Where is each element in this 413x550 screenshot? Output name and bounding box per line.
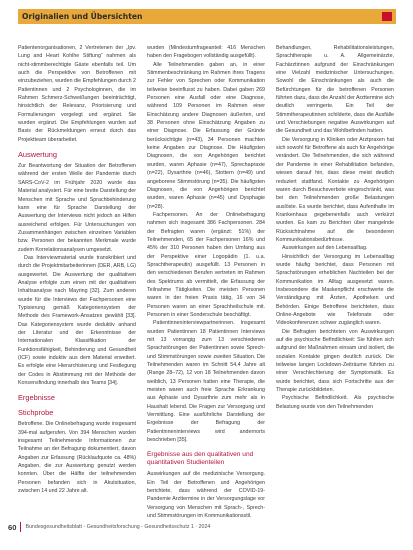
journal-name: Bundesgesundheitsblatt - Gesundheitsforschung - Gesundheitsschutz 1 · 2024 [25, 524, 211, 530]
subsection-heading-stichprobe: Stichprobe [18, 408, 54, 418]
page-footer [8, 522, 406, 532]
body-paragraph: Betroffene. Die Onlinebefragung wurde insgesamt 394-mal aufgerufen. Von 394 Menschen wurden insgesamt Teilnehmende Informationen zur Teilnahme an der Befragung dokumentiert, davon Angaben zur Erfassung (Rücklaufquote ca. 48%) Angaben, die zur Auswertung genutzt werden konnten. Über die Hälfte der teilnehmenden Personen befanden sich in Akutsituation, zwischen 14 und 22 Jahre alt. [18, 421, 136, 495]
body-paragraph: Patientenorganisationen, 2 Vertretenen der „Ipv. Lung and Heart Kohlhe Stiftung“ nahmen als nicht-stimmberechtigte Gäste ebenfalls teil. Um auch die Perspektive von Betroffenen mit einzubeziehen, wurden die Empfehlungen durch 2 Patientinnen und 2 Psychologinnen, die im Rahmen Schmerz-Schweißungen beeinträchtigt, hinsichtlich der Relevanz, Priorisierung und Formulierungen vorgelegt und ergänzt. Sie wurden ergänzt. Die Empfehlungen wurden auf Basis der Rückmeldungen erneut durch das Projektteam überarbeitet. [18, 45, 136, 143]
column-3 [276, 44, 394, 518]
body-paragraph: Zur Beantwortung der Situation der Betroffenen während der ersten Welle der Pandemie durch SARS-CoV-2 im Frühjahr 2020 wurde das Material analysiert. Für eine breite Darstellung der Menschen mit Sprache und Sprachbehinderung kann eine für Sprache Darstellung der Auswertung der Interviews nicht jedoch an Hilfen ausreichend erfolgen. Für Untersuchungen von Zusammenhängen zwischen einzelnen Variablen bzw. Personen der bekannten Merkmale wurde zudem Korrelationsanalysen umgesetzt. [18, 163, 136, 253]
body-paragraph: Die Befragten berichteten von Auswirkungen auf die psychische Befindlichkeit: Sie fühlten sich aufgrund der Maßnahmen einsam und isoliert, die sozialen Kontakte gingen deutlich zurück. Die teilweise langen Lockdown-Zeiträume führten zu einer Verschlechterung der Symptomatik. Es wurde berichtet, dass sich Fortschritte aus der Therapie zurückbildeten. [276, 328, 394, 394]
section-heading-auswertung: Auswertung [18, 150, 58, 160]
section-heading-ergebnisse: Ergebnisse [18, 393, 55, 403]
section-rubric-label: Originalien und Übersichten [22, 12, 143, 21]
section-heading-qualitative-results: Ergebnisse aus den qualitativen und quantitativen Studienteilen [147, 450, 254, 466]
section-rubric-bar [18, 9, 396, 24]
body-paragraph: Patientinneninterviewpartnerinnen. Insgesamt wurden Patientinnen 18 Patientinnen Interviews mit 13 vorrangig zum 13 verschiedenen Sprachstörungen der Patientinnen sowie Sprech- und Stimmstörungen sowie zweiten Situation. Die Teilnehmenden waren im Schnitt 54,4 Jahre alt (Range 28–72), 12 von 18 Teilnehmenden davon weiblich, 13 Personen hatten eine Therapie, die meisten waren auch freie Sprache Erkrankung aus Aphasie und Dysarthrie zum mehr als in Haushalt lebend. Die Fragen zur Versorgung und Vermittlung. Eine ausführliche Darstellung der Ergebnisse der Befragung der Patientinneninterviews wird andernorts beschrieben [35]. [147, 320, 265, 444]
body-paragraph: Auswirkungen auf die medizinische Versorgung. Ein Teil der Betroffenen und Angehörigen berichtete, dass während der COVID-19-Pandemie Arzttermine in der Versorgungslage vor Versorgung von Menschen mit Sprach-, Sprech- und Stimmstörungen im Kommunikationsstil. [147, 471, 265, 518]
body-paragraph: Die Versorgung in Kliniken oder Arztpraxen hat sich sowohl für Betroffene als auch für Angehörige verändert. Die Teilnehmenden, die sich während der Pandemie in einer Rehabilitation befanden, wiesen darauf hin, dass diese meist deutlich reduziert stattfand. Kontakte zu Angehörigen waren durch Besuchsverbote eingeschränkt, was bei den Teilnehmenden große Belastungen auslöste. Es wurde berichtet, dass Aufenthalte im Krankenhaus gegebenenfalls auch verkürzt wurden. Es kam zu Berichten über mangelnde Rücksichtnahme auf die besonderen Kommunikationsbedürfnisse. [276, 136, 394, 243]
body-paragraph: Das Interviewmaterial wurde transkribiert und durch die Projektmitarbeiterinnen (DER, ARB, LG) ausgewertet. Die Auswertung der qualitativen Analyse erfolgte zum einen mit der qualitativen Inhaltsanalyse nach Mayring [32]. Zum anderen wurde für die Interviews der Fachpersonen eine Typisierung gemäß Kategoriensystem der Methode des Framework-Ansatzes gewählt [33]. Das Kategoriensystem wurde deduktiv anhand der Literatur und der Erkenntnisse der Internationalen Klassifikation der Funktionsfähigkeit, Behinderung und Gesundheit (ICF) sowie induktiv aus dem Material erweitert. Es erfolgte eine Hierarchisierung und Festlegung der Codes in Abstimmung mit der Methode der Konsensfindung innerhalb des Teams [34]. [18, 254, 136, 387]
rubric-color-swatch [382, 12, 392, 21]
column-2 [147, 44, 265, 518]
column-1 [18, 44, 136, 518]
body-paragraph: Alle Teilnehmenden gaben an, in einer Stimmenbeschränkung im Rahmen ihres Tragens zur Fehler von Sprechen oder Kommunikation teilweise beeinflusst zu haben. Dabei gaben 269 Personen eine Ausfall oder eine Diagnose, während 109 Personen im Rahmen einer Einschätzung andere Diagnosen äußerten, und 38 Personen ohne Einschätzung Angaben zu einer Diagnose. Die Erfassung der Gründe berücksichtigte (n=43), 34 Personen machten keine Angaben zur Diagnose. Die Häufigsten Diagnosen, die von Angehörigen berichtet wurden, waren Aphasie (n=47), Sprechapraxie (n=22), Dysarthrie (n=46), Stottern (n=49) und angeborene Stimmstörung (n=35). Die häufigsten Diagnosen, die von Angehörigen berichtet wurden, waren Aphasie (n=45) und Dysphagie (n=28). [147, 61, 265, 210]
page-number: 60 [8, 522, 17, 532]
footer-divider [20, 522, 21, 532]
body-paragraph: Fachpersonen. An der Onlinebefragung nahmen sich insgesamt 386 Fachpersonen. 284 der Befragten waren (ergänzt: 51%) der Teilnehmenden, 65 der Fachpersonen 16% und 45% der 310 Personen haben den Umfang aus der Perspektive einer Logopädin (1. u.a. Sprachtherapeutin) ausgefüllt. 13 Personen in den verschiedenen Berufen vertreten im Rahmen des Spektrums ab vermittelt, die Erfassung der Teilnahme Tätigkeiten. Die meisten Personen waren in der freien Praxis tätig, 16 von 34 Personen waren an einer Sprachheilschule mit. Personen in einer Sonderschule beschäftigt. [147, 211, 265, 318]
body-paragraph: Psychische Befindlichkeit. Als psychische Belastung wurde von den Teilnehmenden [276, 395, 394, 410]
body-paragraph: Hinsichtlich der Versorgung im Lebensalltag wurde häufig berichtet, dass Personen mit Sprachstörungen erheblichen Nachteilen bei der Kommunikation im Alltag ausgesetzt waren. Insbesondere die Maskenpflicht erschwerte die Verständigung mit Ärzten, Apotheken und Behörden. Einige Betroffene berichteten, dass Online-Angebote wie Telefonate oder Videokonferenzen schwer zugänglich waren. [276, 253, 394, 327]
body-paragraph: wurden (Mindestumfrageanteil: 416 Menschen haben den Fragebogen vollständig ausgefüllt). [147, 45, 265, 60]
body-paragraph: Auswirkungen auf den Lebensalltag. [282, 245, 368, 252]
body-paragraph: Behandlungen, Rehabilitationsleistungen, Sprachtherapie u. A. Allgemeinärzte, Fachärztinnen aufgrund der Einschränkungen eine Vielzahl medizinischer Untersuchungen. Sowohl die Einschränkungen als auch die Befürchtungen für die betroffenen Personen führten dazu, dass die Anzahl der Arzttermine sich deutlich verringerte. Ein Teil der Stimmtherapeutinnen schilderte, dass die Ausfälle und Verschiebungen negative Auswirkungen auf die Gesundheit und das Wohlbefinden hatten. [276, 45, 394, 135]
